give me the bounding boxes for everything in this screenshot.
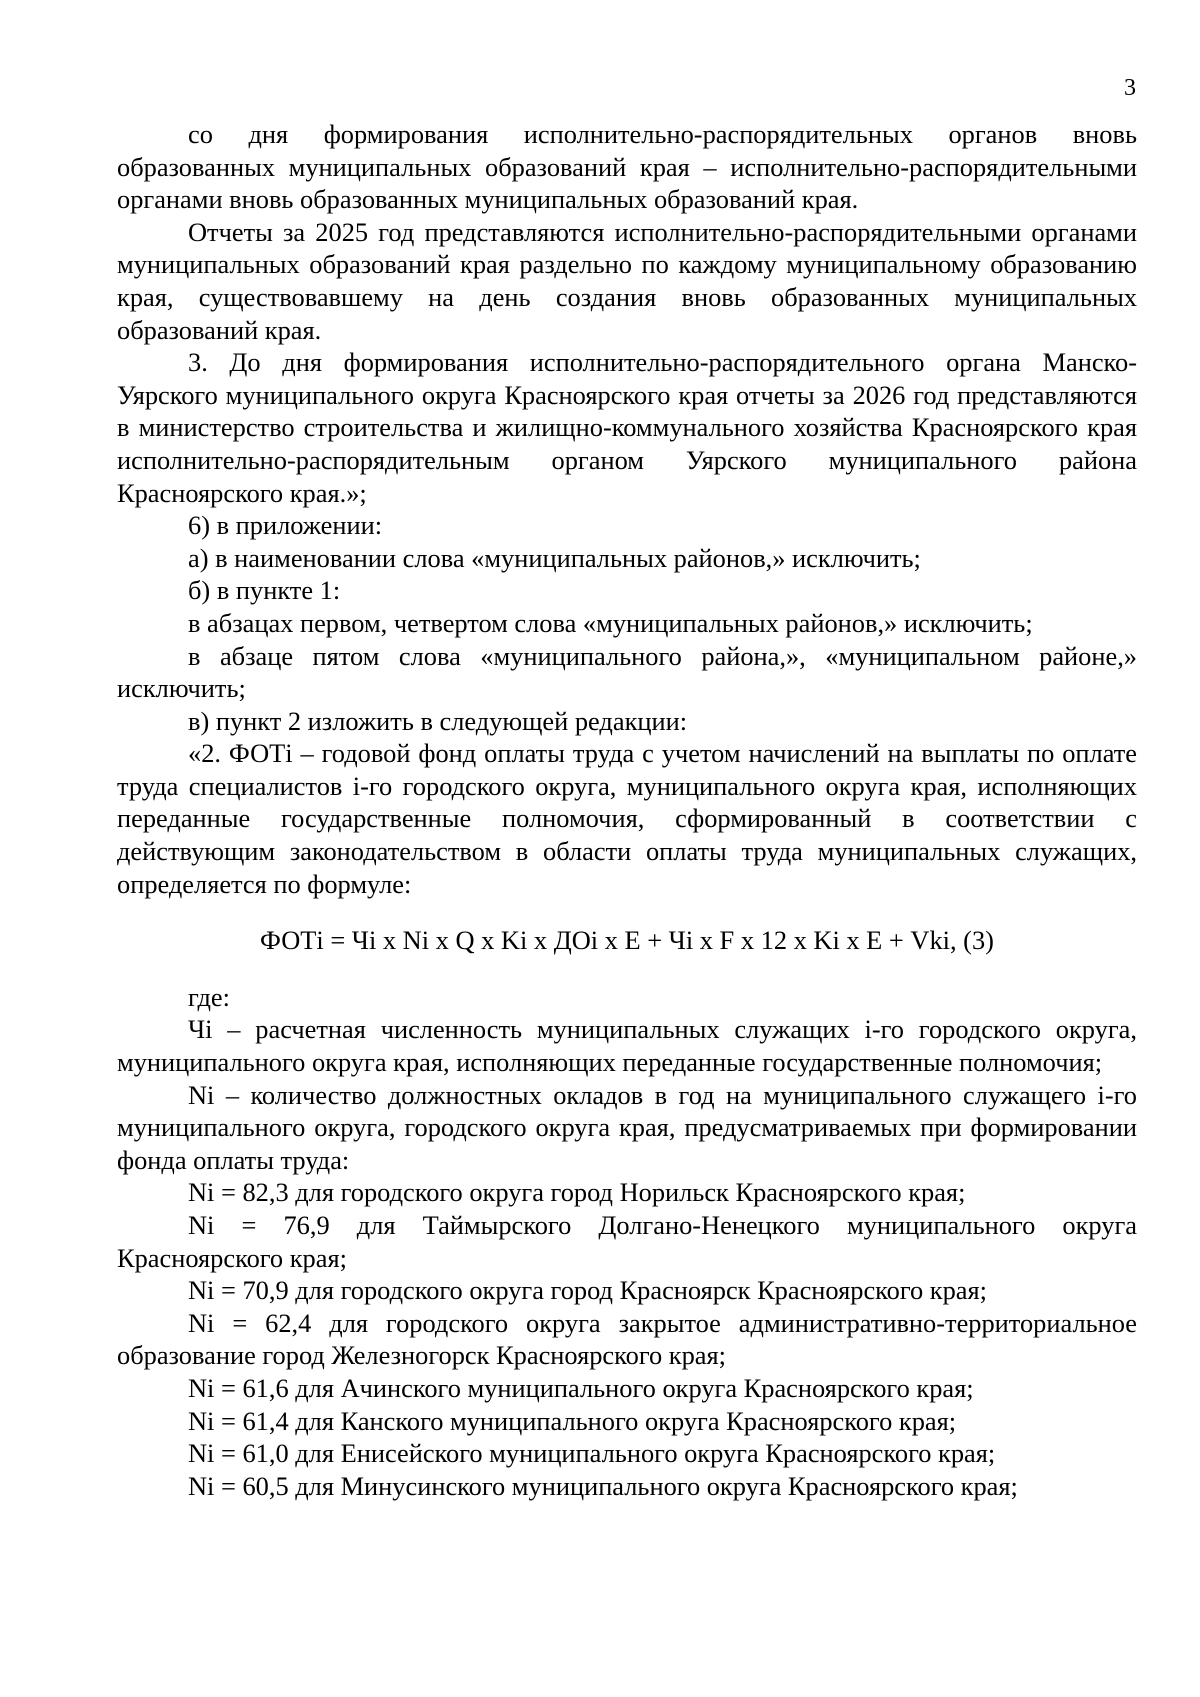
paragraph-9: в) пункт 2 изложить в следующей редакции: xyxy=(188,705,688,736)
page-number: 3 xyxy=(1124,75,1136,101)
paragraph-20: Ni = 61,4 для Канского муниципального округа Красноярского края; xyxy=(188,1405,957,1436)
paragraph-16: Ni = 76,9 для Таймырского Долгано-Ненецкого муниципального округа Красноярского края; xyxy=(117,1210,1137,1273)
document-body xyxy=(117,118,1137,1502)
paragraph-6: б) в пункте 1: xyxy=(188,575,341,606)
paragraph-18: Ni = 62,4 для городского округа закрытое административно-территориальное образование город Железногорск Красноярского края; xyxy=(117,1307,1137,1371)
paragraph-1: со дня формирования исполнительно-распорядительных органов вновь образованных муниципальных образований края – исполнительно-распорядительными органами вновь образованных муниципальных образований края. xyxy=(117,119,1137,215)
paragraph-19: Ni = 61,6 для Ачинского муниципального округа Красноярского края; xyxy=(188,1372,974,1403)
paragraph-7: в абзацах первом, четвертом слова «муниципальных районов,» исключить; xyxy=(188,607,1033,638)
paragraph-14: Ni – количество должностных окладов в год на муниципального служащего i-го муниципального округа, городского округа края, предусматриваемых при формировании фонда оплаты труда: xyxy=(117,1079,1137,1175)
paragraph-3: 3. До дня формирования исполнительно-распорядительного органа Манско-Уярского муниципального округа Красноярского края отчеты за 2026 год представляются в министерство строительства и жилищно-коммунального хозяйства Красноярского края исполнительно-распорядительным органом Уярского муниципального района Красноярского края.»; xyxy=(117,347,1137,508)
paragraph-4: 6) в приложении: xyxy=(188,510,383,541)
paragraph-22: Ni = 60,5 для Минусинского муниципального округа Красноярского края; xyxy=(188,1470,1018,1501)
paragraph-2: Отчеты за 2025 год представляются исполнительно-распорядительными органами муниципальных образований края раздельно по каждому муниципальному образованию края, существовавшему на день создания вновь образованных муниципальных образований края. xyxy=(117,216,1137,345)
formula: ФОТi = Чi х Ni х Q х Ki х ДОi х Е + Чi х F х 12 х Ki х Е + Vki, (3) xyxy=(260,925,994,956)
paragraph-15: Ni = 82,3 для городского округа город Норильск Красноярского края; xyxy=(188,1177,966,1208)
paragraph-21: Ni = 61,0 для Енисейского муниципального округа Красноярского края; xyxy=(188,1438,996,1469)
paragraph-13: Чi – расчетная численность муниципальных служащих i-го городского округа, муниципального округа края, исполняющих переданные государственные полномочия; xyxy=(117,1014,1137,1078)
paragraph-where: где: xyxy=(188,981,230,1012)
paragraph-5: а) в наименовании слова «муниципальных районов,» исключить; xyxy=(188,542,921,573)
paragraph-10: «2. ФОТi – годовой фонд оплаты труда с учетом начислений на выплаты по оплате труда специалистов i-го городского округа, муниципального округа края, исполняющих переданные государственные полномочия, сформированный в соответствии с действующим законодательством в области оплаты труда муниципальных служащих, определяется по формуле: xyxy=(117,738,1137,899)
paragraph-17: Ni = 70,9 для городского округа город Красноярск Красноярского края; xyxy=(188,1275,987,1306)
paragraph-8: в абзаце пятом слова «муниципального района,», «муниципальном районе,» исключить; xyxy=(117,640,1137,704)
